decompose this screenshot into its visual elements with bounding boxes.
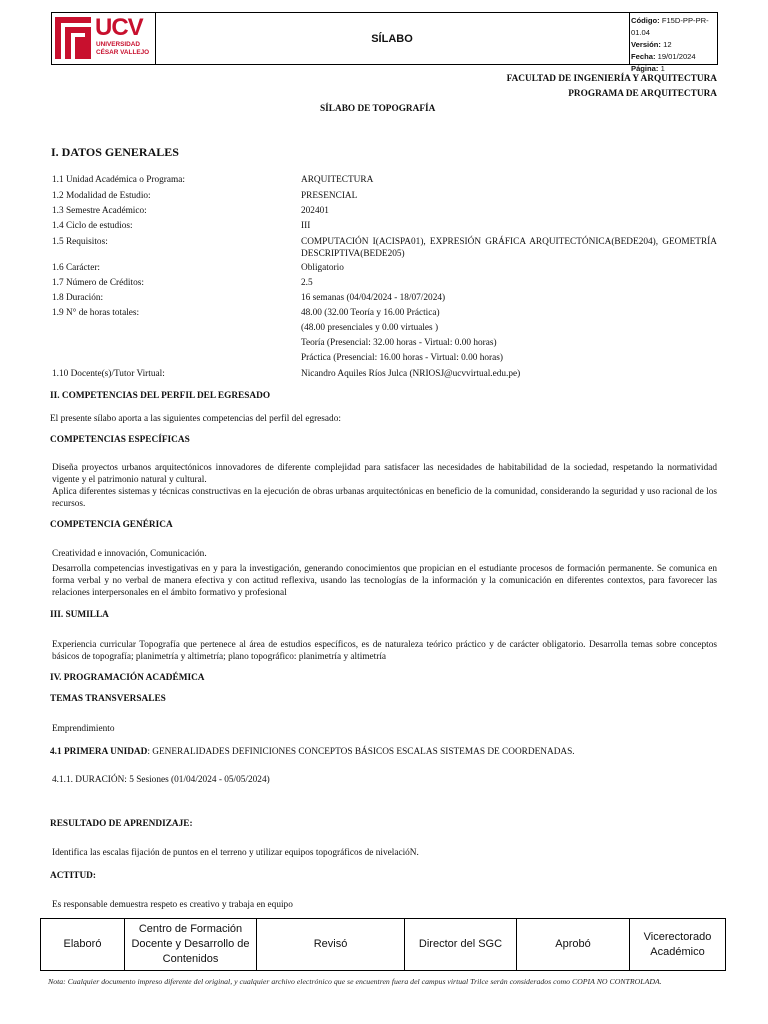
page-line: Página: 1 bbox=[631, 64, 665, 73]
approval-cell: Centro de Formación Docente y Desarrollo de Contenidos bbox=[125, 919, 257, 970]
logo-line1: UNIVERSIDAD bbox=[96, 41, 141, 48]
learning-outcome-text: Identifica las escalas fijación de puntos en el terreno y utilizar equipos topográficos de nivelacióN. bbox=[52, 848, 419, 858]
section-2-heading: II. COMPETENCIAS DEL PERFIL DEL EGRESADO bbox=[50, 391, 271, 401]
learning-outcome-heading: RESULTADO DE APRENDIZAJE: bbox=[50, 819, 193, 829]
field-label: 1.8 Duración: bbox=[52, 293, 104, 303]
field-label: 1.1 Unidad Académica o Programa: bbox=[52, 175, 185, 185]
field-label: 1.10 Docente(s)/Tutor Virtual: bbox=[52, 369, 165, 379]
approval-cell: Revisó bbox=[257, 919, 405, 970]
section-3-heading: III. SUMILLA bbox=[50, 610, 109, 620]
footer-note: Nota: Cualquier documento impreso diferente del original, y cualquier archivo electrónico que se encuentren fuera del campus virtual Trilce serán considerados como COPIA NO CONTROLADA. bbox=[48, 977, 662, 986]
section-2-intro: El presente sílabo aporta a las siguientes competencias del perfil del egresado: bbox=[50, 414, 341, 424]
field-value: Nicandro Aquiles Ríos Julca (NRIOSJ@ucvvirtual.edu.pe) bbox=[301, 369, 521, 379]
document-header bbox=[51, 12, 718, 73]
syllabus-title: SÍLABO DE TOPOGRAFÍA bbox=[320, 104, 436, 114]
field-label: 1.2 Modalidad de Estudio: bbox=[52, 191, 151, 201]
sumilla-text: Experiencia curricular Topografía que pertenece al área de estudios específicos, es de naturaleza teórico práctico y de carácter obligatorio. Desarrolla temas sobre conceptos básicos de topografía; planimetría y altimetría; plano topográfico: planimetría y altimetría bbox=[52, 640, 717, 662]
field-value: Obligatorio bbox=[301, 263, 344, 273]
field-value: Práctica (Presencial: 16.00 horas - Virtual: 0.00 horas) bbox=[301, 353, 503, 363]
section-4-heading: IV. PROGRAMACIÓN ACADÉMICA bbox=[50, 673, 205, 683]
approval-cell: Elaboró bbox=[41, 919, 125, 970]
field-label: 1.5 Requisitos: bbox=[52, 237, 108, 247]
attitude-heading: ACTITUD: bbox=[50, 871, 96, 881]
specific-competency-1: Diseña proyectos urbanos arquitectónicos innovadores de diferente complejidad para satisfacer las necesidades de habitabilidad de la sociedad, respetando la normatividad vigente y el patrimonio natural y cultural. bbox=[52, 463, 717, 485]
generic-competency-heading: COMPETENCIA GENÉRICA bbox=[50, 520, 173, 530]
attitude-text: Es responsable demuestra respeto es creativo y trabaja en equipo bbox=[52, 900, 293, 910]
generic-competency-1: Creatividad e innovación, Comunicación. bbox=[52, 549, 207, 559]
transversal-topics-heading: TEMAS TRANSVERSALES bbox=[50, 694, 166, 704]
logo-line2: CÉSAR VALLEJO bbox=[96, 49, 150, 56]
program-name: PROGRAMA DE ARQUITECTURA bbox=[568, 89, 717, 99]
generic-competency-2: Desarrolla competencias investigativas en y para la investigación, generando conocimientos que propician en el estudiante procesos de formación permanente. Se comunica en forma verbal y no verbal de manera efectiva y con actitud reflexiva, usando las tecnologías de la información y la comunicación en diferentes contextos, para favorecer las relaciones interpersonales en el ámbito formativo y profesional bbox=[52, 564, 717, 598]
field-value: 48.00 (32.00 Teoría y 16.00 Práctica) bbox=[301, 308, 440, 318]
field-value: COMPUTACIÓN I(ACISPA01), EXPRESIÓN GRÁFICA ARQUITECTÓNICA(BEDE204), GEOMETRÍA DESCRIPTIVA(BEDE205) bbox=[301, 237, 717, 259]
unit-1-duration: 4.1.1. DURACIÓN: 5 Sesiones (01/04/2024 - 05/05/2024) bbox=[52, 775, 270, 785]
field-value: ARQUITECTURA bbox=[301, 175, 374, 185]
document-meta bbox=[630, 13, 719, 73]
section-1-heading: I. DATOS GENERALES bbox=[51, 145, 179, 159]
approval-cell: Director del SGC bbox=[405, 919, 517, 970]
field-value: Teoría (Presencial: 32.00 horas - Virtual: 0.00 horas) bbox=[301, 338, 497, 348]
date-line: Fecha: 19/01/2024 bbox=[631, 52, 696, 61]
field-label: 1.3 Semestre Académico: bbox=[52, 206, 147, 216]
approval-cell: Vicerectorado Académico bbox=[643, 930, 712, 958]
field-value: (48.00 presenciales y 0.00 virtuales ) bbox=[301, 323, 439, 333]
specific-competency-2: Aplica diferentes sistemas y técnicas constructivas en la ejecución de obras urbanas arquitectónicas en beneficio de la comunidad, considerando la seguridad y uso racional de los recursos. bbox=[52, 487, 717, 509]
field-value: PRESENCIAL bbox=[301, 191, 358, 201]
ucv-logo bbox=[52, 13, 156, 64]
field-value: 16 semanas (04/04/2024 - 18/07/2024) bbox=[301, 293, 446, 303]
field-label: 1.4 Ciclo de estudios: bbox=[52, 221, 133, 231]
approval-cell: Aprobó bbox=[517, 919, 630, 970]
code-line: Código: F15D-PP-PR-01.04 bbox=[631, 16, 709, 37]
approval-table bbox=[40, 918, 726, 971]
field-label: 1.9 N° de horas totales: bbox=[52, 308, 140, 318]
document-type-title: SÍLABO bbox=[155, 13, 630, 64]
unit-1-heading: 4.1 PRIMERA UNIDAD: GENERALIDADES DEFINICIONES CONCEPTOS BÁSICOS ESCALAS SISTEMAS DE COORDENADAS. bbox=[50, 747, 575, 757]
field-value: 202401 bbox=[301, 206, 329, 216]
field-value: III bbox=[301, 221, 311, 231]
version-line: Versión: 12 bbox=[631, 40, 672, 49]
logo-wordmark: UCV bbox=[95, 14, 143, 41]
transversal-topics-text: Emprendimiento bbox=[52, 724, 115, 734]
faculty-name: FACULTAD DE INGENIERÍA Y ARQUITECTURA bbox=[506, 74, 717, 84]
field-label: 1.7 Número de Créditos: bbox=[52, 278, 144, 288]
field-label: 1.6 Carácter: bbox=[52, 263, 101, 273]
field-value: 2.5 bbox=[301, 278, 313, 288]
specific-competencies-heading: COMPETENCIAS ESPECÍFICAS bbox=[50, 435, 190, 445]
